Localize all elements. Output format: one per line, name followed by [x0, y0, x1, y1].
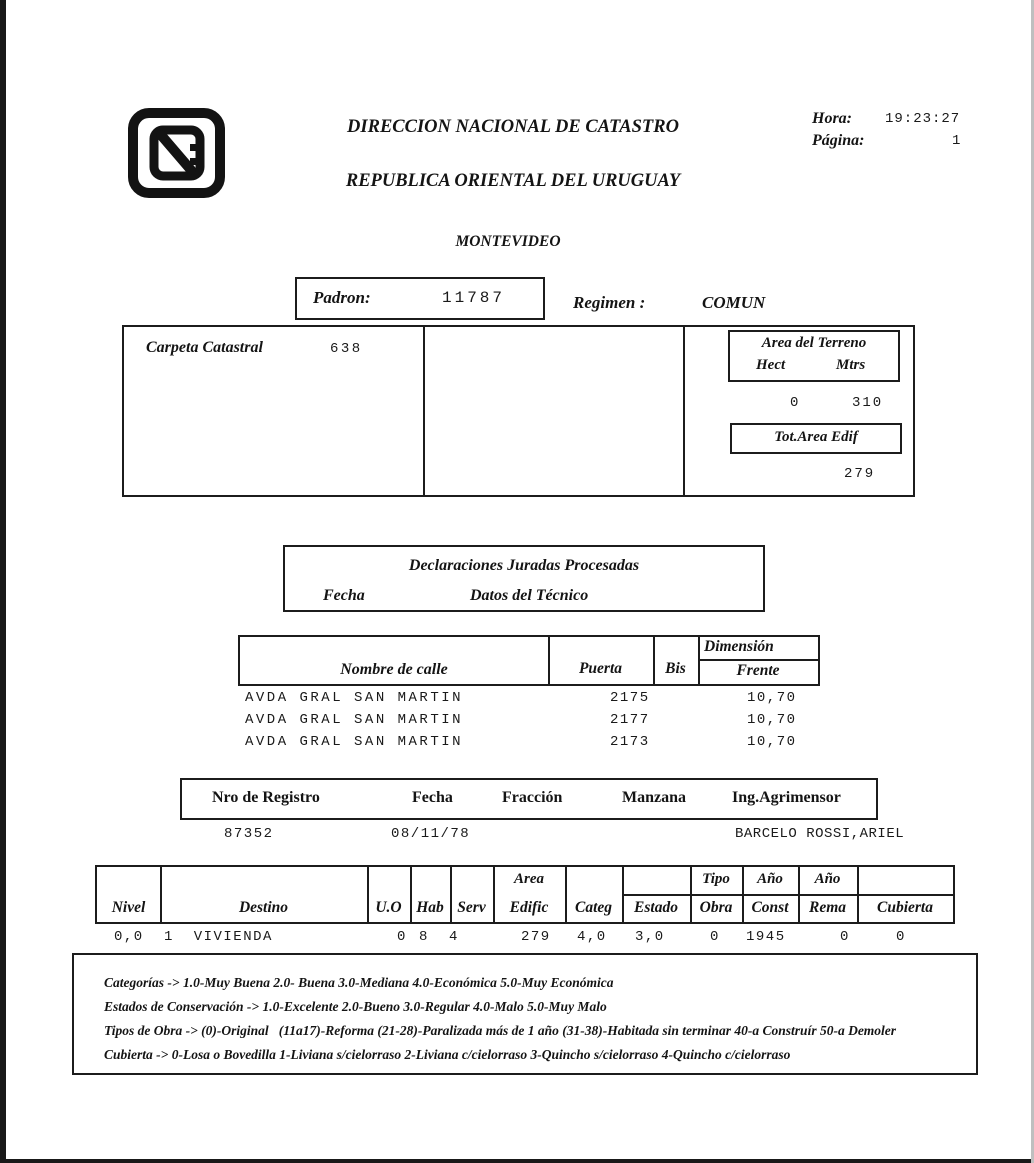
declaraciones-title: Declaraciones Juradas Procesadas: [408, 557, 640, 574]
carpeta-catastral-value: 638: [330, 341, 363, 357]
street-row-1-puerta: 2177: [610, 712, 650, 728]
streets-col-dimension: Dimensión: [704, 638, 774, 655]
construccion-header-box: [95, 865, 955, 924]
area-terreno-title: Area del Terreno: [761, 335, 867, 351]
registro-col-fraccion: Fracción: [502, 789, 563, 806]
registro-value-fecha: 08/11/78: [391, 826, 471, 842]
constr-col-tipo-line1: Tipo: [702, 871, 730, 887]
tot-area-box: [730, 423, 902, 454]
street-row-2-frente: 10,70: [747, 734, 797, 750]
constr-col-destino: Destino: [238, 899, 289, 916]
parcel-divider-2: [683, 327, 685, 495]
constr-col-categ: Categ: [574, 899, 613, 916]
constr-col-uo: U.O: [375, 899, 402, 916]
constr-value-categ: 4,0: [577, 929, 607, 945]
constr-col-area-line2: Edific: [509, 899, 549, 916]
constr-value-area: 279: [521, 929, 551, 945]
streets-dimension-divider: [698, 659, 818, 661]
constr-value-destino: 1 VIVIENDA: [164, 929, 273, 945]
constr-col-estado: Estado: [634, 899, 678, 916]
legend-estados: Estados de Conservación -> 1.0-Excelente 2.0-Bueno 3.0-Regular 4.0-Malo 5.0-Muy Malo: [104, 999, 607, 1014]
declaraciones-box: [283, 545, 765, 612]
hora-value: 19:23:27: [885, 111, 961, 127]
padron-label: Padron:: [313, 288, 371, 307]
registro-col-manzana: Manzana: [622, 789, 686, 806]
streets-header-box: [238, 635, 820, 686]
constr-value-hab: 8: [419, 929, 429, 945]
org-title-line1: DIRECCION NACIONAL DE CATASTRO: [347, 117, 679, 137]
constr-col-cubierta: Cubierta: [877, 899, 933, 916]
constr-value-ano-const: 1945: [746, 929, 786, 945]
constr-value-ano-rema: 0: [840, 929, 850, 945]
dnc-logo-icon: [128, 108, 225, 198]
constr-value-serv: 4: [449, 929, 459, 945]
registro-col-nro: Nro de Registro: [212, 789, 320, 806]
parcel-box: [122, 325, 915, 497]
constr-value-estado: 3,0: [635, 929, 665, 945]
scan-edge-bottom: [0, 1159, 1034, 1163]
mtrs-value: 310: [852, 395, 884, 411]
department-title: MONTEVIDEO: [455, 233, 561, 250]
constr-col-anorema-line2: Rema: [808, 899, 847, 916]
parcel-divider-1: [423, 327, 425, 495]
registro-value-agrimensor: BARCELO ROSSI,ARIEL: [735, 826, 905, 842]
tot-area-value: 279: [844, 466, 876, 482]
registro-value-nro: 87352: [224, 826, 274, 842]
regimen-value: COMUN: [702, 293, 766, 312]
constr-col-serv: Serv: [457, 899, 486, 916]
constr-value-tipo-obra: 0: [710, 929, 720, 945]
pagina-label: Página:: [812, 132, 865, 149]
streets-col-frente: Frente: [736, 662, 780, 679]
street-row-2-nombre: AVDA GRAL SAN MARTIN: [245, 734, 464, 750]
registro-col-agrimensor: Ing.Agrimensor: [732, 789, 841, 806]
constr-value-nivel: 0,0: [114, 929, 144, 945]
pagina-value: 1: [952, 133, 962, 149]
constr-value-cubierta: 0: [896, 929, 906, 945]
legend-cubierta: Cubierta -> 0-Losa o Bovedilla 1-Liviana s/cielorraso 2-Liviana c/cielorraso 3-Quincho s/cielorraso 4-Quincho c/cielorraso: [104, 1047, 791, 1062]
hect-value: 0: [790, 395, 801, 411]
streets-col-nombre: Nombre de calle: [340, 661, 448, 678]
legend-categorias: Categorías -> 1.0-Muy Buena 2.0- Buena 3.0-Mediana 4.0-Económica 5.0-Muy Económica: [104, 975, 614, 990]
constr-col-tipo-line2: Obra: [699, 899, 733, 916]
registro-col-fecha: Fecha: [412, 789, 453, 806]
declaraciones-datos-label: Datos del Técnico: [470, 587, 589, 604]
streets-col-bis: Bis: [665, 660, 686, 677]
legend-box: [72, 953, 978, 1075]
padron-box: [295, 277, 545, 320]
streets-col-puerta: Puerta: [578, 660, 623, 677]
hora-label: Hora:: [812, 110, 852, 127]
street-row-2-puerta: 2173: [610, 734, 650, 750]
registro-header-box: [180, 778, 878, 820]
org-title-line2: REPUBLICA ORIENTAL DEL URUGUAY: [345, 171, 681, 191]
mtrs-label: Mtrs: [836, 357, 866, 373]
street-row-1-frente: 10,70: [747, 712, 797, 728]
constr-value-uo: 0: [397, 929, 407, 945]
street-row-0-puerta: 2175: [610, 690, 650, 706]
carpeta-catastral-label: Carpeta Catastral: [146, 339, 263, 356]
tot-area-title: Tot.Area Edif: [774, 429, 858, 445]
street-row-0-nombre: AVDA GRAL SAN MARTIN: [245, 690, 464, 706]
area-terreno-box: [728, 330, 900, 382]
street-row-0-frente: 10,70: [747, 690, 797, 706]
declaraciones-fecha-label: Fecha: [323, 587, 365, 604]
constr-header-split-line: [622, 894, 953, 896]
constr-col-anoconst-line2: Const: [751, 899, 789, 916]
street-row-1-nombre: AVDA GRAL SAN MARTIN: [245, 712, 464, 728]
constr-col-hab: Hab: [416, 899, 444, 916]
regimen-label: Regimen :: [573, 293, 646, 312]
legend-tipos-obra: Tipos de Obra -> (0)-Original (11a17)-Reforma (21-28)-Paralizada más de 1 año (31-38)-Habitada sin terminar 40-a Construír 50-a Demoler: [104, 1023, 897, 1038]
constr-col-anorema-line1: Año: [814, 871, 841, 887]
constr-col-nivel: Nivel: [111, 899, 146, 916]
padron-value: 11787: [442, 289, 506, 307]
constr-col-area-line1: Area: [514, 871, 544, 887]
constr-col-anoconst-line1: Año: [757, 871, 783, 887]
scan-edge-left: [0, 0, 6, 1163]
hect-label: Hect: [756, 357, 786, 373]
